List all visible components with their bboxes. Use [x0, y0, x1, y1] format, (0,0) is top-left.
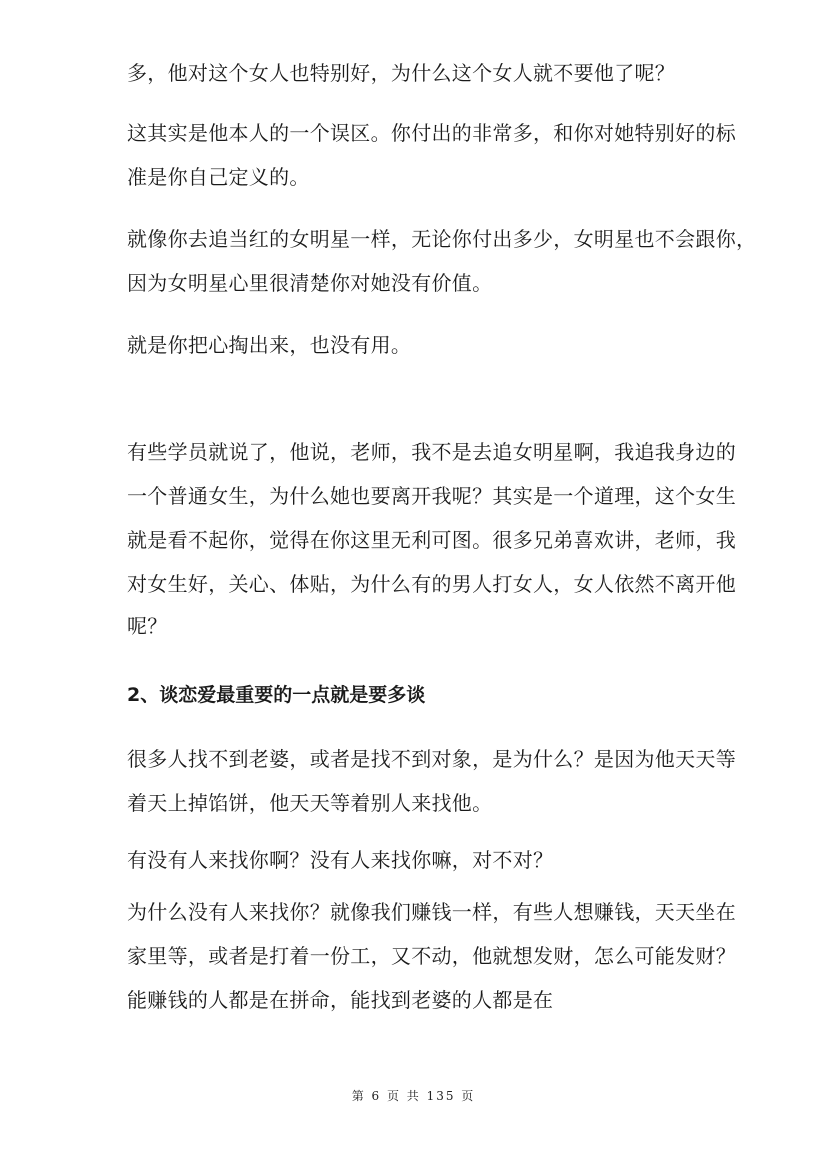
section-heading: 2、谈恋爱最重要的一点就是要多谈: [127, 684, 426, 706]
section-paragraph-2-line-1: 有没有人来找你啊？没有人来找你嘛，对不对？: [127, 848, 554, 872]
section-paragraph-1-line-2: 着天上掉馅饼，他天天等着别人来找他。: [127, 791, 493, 815]
section-paragraph-3-line-2: 家里等，或者是打着一份工，又不动，他就想发财，怎么可能发财？: [127, 944, 736, 968]
paragraph-5-line-2: 一个普通女生，为什么她也要离开我呢？其实是一个道理，这个女生: [127, 484, 736, 508]
paragraph-2-line-2: 准是你自己定义的。: [127, 165, 310, 189]
paragraph-1-line-1: 多，他对这个女人也特别好，为什么这个女人就不要他了呢？: [127, 61, 676, 85]
paragraph-4-line-1: 就是你把心掏出来，也没有用。: [127, 333, 412, 357]
paragraph-2-line-1: 这其实是他本人的一个误区。你付出的非常多，和你对她特别好的标: [127, 121, 736, 145]
paragraph-5-line-5: 呢？: [127, 614, 168, 638]
paragraph-5-line-3: 就是看不起你，觉得在你这里无利可图。很多兄弟喜欢讲，老师，我: [127, 528, 736, 552]
paragraph-3-line-2: 因为女明星心里很清楚你对她没有价值。: [127, 271, 493, 295]
section-paragraph-1-line-1: 很多人找不到老婆，或者是找不到对象，是为什么？是因为他天天等: [127, 747, 736, 771]
paragraph-5-line-4: 对女生好，关心、体贴，为什么有的男人打女人，女人依然不离开他: [127, 572, 736, 596]
page-footer: 第 6 页 共 135 页: [351, 1089, 476, 1103]
paragraph-3-line-1: 就像你去追当红的女明星一样，无论你付出多少，女明星也不会跟你，: [127, 227, 757, 251]
section-paragraph-3-line-3: 能赚钱的人都是在拼命，能找到老婆的人都是在: [127, 988, 554, 1012]
section-paragraph-3-line-1: 为什么没有人来找你？就像我们赚钱一样，有些人想赚钱，天天坐在: [127, 900, 736, 924]
paragraph-5-line-1: 有些学员就说了，他说，老师，我不是去追女明星啊，我追我身边的: [127, 440, 736, 464]
